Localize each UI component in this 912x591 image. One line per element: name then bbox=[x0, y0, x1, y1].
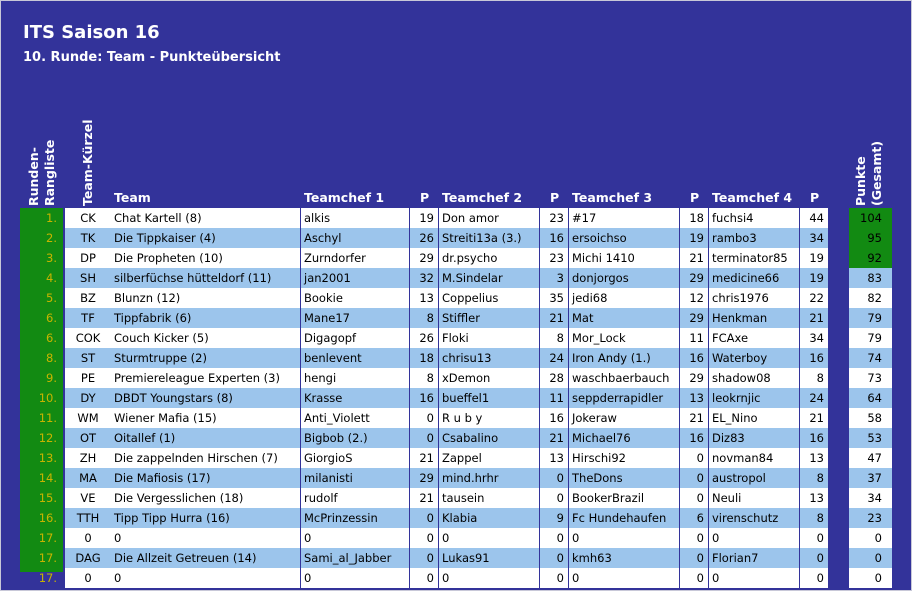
header-points-2: P bbox=[550, 190, 560, 205]
teamchef-4-cell: Diz83 bbox=[709, 428, 799, 448]
teamchef-1-cell: rudolf bbox=[301, 488, 409, 508]
teamchef-2-cell: 0 bbox=[439, 528, 539, 548]
sheet-subtitle: 10. Runde: Team - Punkteübersicht bbox=[23, 50, 281, 65]
total-points-cell: 0 bbox=[849, 548, 892, 568]
total-points-cell: 0 bbox=[849, 528, 892, 548]
points-4-cell: 21 bbox=[800, 408, 828, 428]
header-teamchef-1: Teamchef 1 bbox=[304, 190, 385, 205]
teamchef-3-cell: Mat bbox=[569, 308, 679, 328]
team-code-cell: 0 bbox=[65, 568, 111, 588]
points-4-cell: 0 bbox=[800, 528, 828, 548]
teamchef-4-cell: rambo3 bbox=[709, 228, 799, 248]
teamchef-4-cell: shadow08 bbox=[709, 368, 799, 388]
points-1-cell: 0 bbox=[410, 568, 438, 588]
teamchef-3-cell: TheDons bbox=[569, 468, 679, 488]
teamchef-3-cell: #17 bbox=[569, 208, 679, 228]
team-code-cell: TK bbox=[65, 228, 111, 248]
points-3-cell: 12 bbox=[680, 288, 708, 308]
header-points-3: P bbox=[690, 190, 700, 205]
teamchef-3-cell: Jokeraw bbox=[569, 408, 679, 428]
points-2-cell: 23 bbox=[540, 208, 568, 228]
points-1-cell: 26 bbox=[410, 328, 438, 348]
teamchef-1-cell: alkis bbox=[301, 208, 409, 228]
teamchef-3-cell: Hirschi92 bbox=[569, 448, 679, 468]
points-2-cell: 0 bbox=[540, 468, 568, 488]
team-code-cell: 0 bbox=[65, 528, 111, 548]
team-name-cell: Blunzn (12) bbox=[111, 288, 300, 308]
points-2-cell: 21 bbox=[540, 428, 568, 448]
teamchef-4-cell: medicine66 bbox=[709, 268, 799, 288]
team-name-cell: Die zappelnden Hirschen (7) bbox=[111, 448, 300, 468]
teamchef-1-cell: Mane17 bbox=[301, 308, 409, 328]
teamchef-3-cell: jedi68 bbox=[569, 288, 679, 308]
teamchef-1-cell: Aschyl bbox=[301, 228, 409, 248]
header-teamchef-4: Teamchef 4 bbox=[712, 190, 793, 205]
points-4-cell: 8 bbox=[800, 368, 828, 388]
rank-cell: 10. bbox=[38, 391, 57, 405]
teamchef-1-cell: milanisti bbox=[301, 468, 409, 488]
team-name-cell: Tipp Tipp Hurra (16) bbox=[111, 508, 300, 528]
points-1-cell: 16 bbox=[410, 388, 438, 408]
header-team: Team bbox=[114, 190, 151, 205]
teamchef-4-cell: novman84 bbox=[709, 448, 799, 468]
points-3-cell: 0 bbox=[680, 468, 708, 488]
team-name-cell: Die Vergesslichen (18) bbox=[111, 488, 300, 508]
total-points-cell: 83 bbox=[849, 268, 892, 288]
teamchef-1-cell: 0 bbox=[301, 528, 409, 548]
teamchef-3-cell: waschbaerbauch bbox=[569, 368, 679, 388]
points-4-cell: 13 bbox=[800, 448, 828, 468]
points-1-cell: 29 bbox=[410, 248, 438, 268]
teamchef-2-cell: R u b y bbox=[439, 408, 539, 428]
rank-cell: 5. bbox=[46, 291, 57, 305]
total-points-cell: 74 bbox=[849, 348, 892, 368]
team-code-cell: ST bbox=[65, 348, 111, 368]
points-1-cell: 21 bbox=[410, 448, 438, 468]
teamchef-4-cell: Waterboy bbox=[709, 348, 799, 368]
team-name-cell: Sturmtruppe (2) bbox=[111, 348, 300, 368]
team-code-cell: MA bbox=[65, 468, 111, 488]
points-4-cell: 8 bbox=[800, 508, 828, 528]
teamchef-4-cell: terminator85 bbox=[709, 248, 799, 268]
teamchef-2-cell: tausein bbox=[439, 488, 539, 508]
points-2-cell: 23 bbox=[540, 248, 568, 268]
points-4-cell: 22 bbox=[800, 288, 828, 308]
team-name-cell: Premiereleague Experten (3) bbox=[111, 368, 300, 388]
teamchef-3-cell: Michael76 bbox=[569, 428, 679, 448]
points-3-cell: 29 bbox=[680, 268, 708, 288]
team-code-cell: OT bbox=[65, 428, 111, 448]
teamchef-4-cell: 0 bbox=[709, 568, 799, 588]
team-code-cell: PE bbox=[65, 368, 111, 388]
total-points-cell: 58 bbox=[849, 408, 892, 428]
team-name-cell: Couch Kicker (5) bbox=[111, 328, 300, 348]
points-4-cell: 19 bbox=[800, 248, 828, 268]
rank-cell: 8. bbox=[46, 351, 57, 365]
teamchef-4-cell: leokrnjic bbox=[709, 388, 799, 408]
rank-cell: 14. bbox=[38, 471, 57, 485]
teamchef-1-cell: Sami_al_Jabber bbox=[301, 548, 409, 568]
total-points-cell: 79 bbox=[849, 308, 892, 328]
points-3-cell: 16 bbox=[680, 428, 708, 448]
teamchef-4-cell: 0 bbox=[709, 528, 799, 548]
points-1-cell: 13 bbox=[410, 288, 438, 308]
points-1-cell: 0 bbox=[410, 548, 438, 568]
teamchef-4-cell: EL_Nino bbox=[709, 408, 799, 428]
points-2-cell: 35 bbox=[540, 288, 568, 308]
points-4-cell: 19 bbox=[800, 268, 828, 288]
team-code-cell: WM bbox=[65, 408, 111, 428]
points-4-cell: 0 bbox=[800, 548, 828, 568]
team-code-cell: DY bbox=[65, 388, 111, 408]
teamchef-1-cell: Digagopf bbox=[301, 328, 409, 348]
points-4-cell: 13 bbox=[800, 488, 828, 508]
team-code-cell: CK bbox=[65, 208, 111, 228]
total-points-cell: 79 bbox=[849, 328, 892, 348]
points-3-cell: 11 bbox=[680, 328, 708, 348]
teamchef-3-cell: Mor_Lock bbox=[569, 328, 679, 348]
points-1-cell: 26 bbox=[410, 228, 438, 248]
teamchef-1-cell: GiorgioS bbox=[301, 448, 409, 468]
points-2-cell: 11 bbox=[540, 388, 568, 408]
points-3-cell: 29 bbox=[680, 308, 708, 328]
rank-cell: 13. bbox=[38, 451, 57, 465]
header-kuerzel: Team-Kürzel bbox=[80, 119, 95, 206]
header-teamchef-3: Teamchef 3 bbox=[572, 190, 653, 205]
rank-cell: 6. bbox=[46, 311, 57, 325]
header-points-4: P bbox=[810, 190, 820, 205]
teamchef-1-cell: McPrinzessin bbox=[301, 508, 409, 528]
team-code-cell: DAG bbox=[65, 548, 111, 568]
points-3-cell: 0 bbox=[680, 528, 708, 548]
teamchef-1-cell: Zurndorfer bbox=[301, 248, 409, 268]
points-2-cell: 24 bbox=[540, 348, 568, 368]
team-name-cell: Wiener Mafia (15) bbox=[111, 408, 300, 428]
teamchef-4-cell: FCAxe bbox=[709, 328, 799, 348]
teamchef-4-cell: Henkman bbox=[709, 308, 799, 328]
team-name-cell: Die Propheten (10) bbox=[111, 248, 300, 268]
points-3-cell: 29 bbox=[680, 368, 708, 388]
points-4-cell: 34 bbox=[800, 328, 828, 348]
teamchef-3-cell: ersoichso bbox=[569, 228, 679, 248]
teamchef-2-cell: Klabia bbox=[439, 508, 539, 528]
teamchef-3-cell: Iron Andy (1.) bbox=[569, 348, 679, 368]
total-points-cell: 73 bbox=[849, 368, 892, 388]
rank-cell: 12. bbox=[38, 431, 57, 445]
rank-cell: 17. bbox=[38, 571, 57, 585]
team-name-cell: DBDT Youngstars (8) bbox=[111, 388, 300, 408]
points-2-cell: 0 bbox=[540, 488, 568, 508]
teamchef-2-cell: dr.psycho bbox=[439, 248, 539, 268]
points-4-cell: 0 bbox=[800, 568, 828, 588]
rank-cell: 9. bbox=[46, 371, 57, 385]
points-4-cell: 16 bbox=[800, 428, 828, 448]
team-name-cell: Die Mafiosis (17) bbox=[111, 468, 300, 488]
points-3-cell: 16 bbox=[680, 348, 708, 368]
total-points-cell: 34 bbox=[849, 488, 892, 508]
teamchef-2-cell: 0 bbox=[439, 568, 539, 588]
teamchef-1-cell: Anti_Violett bbox=[301, 408, 409, 428]
points-1-cell: 29 bbox=[410, 468, 438, 488]
teamchef-2-cell: M.Sindelar bbox=[439, 268, 539, 288]
teamchef-2-cell: Zappel bbox=[439, 448, 539, 468]
points-1-cell: 32 bbox=[410, 268, 438, 288]
teamchef-2-cell: Csabalino bbox=[439, 428, 539, 448]
header-total-line2: (Gesamt) bbox=[869, 140, 884, 206]
points-2-cell: 0 bbox=[540, 548, 568, 568]
points-3-cell: 18 bbox=[680, 208, 708, 228]
teamchef-2-cell: Floki bbox=[439, 328, 539, 348]
teamchef-1-cell: benlevent bbox=[301, 348, 409, 368]
teamchef-2-cell: Stiffler bbox=[439, 308, 539, 328]
team-code-cell: SH bbox=[65, 268, 111, 288]
points-2-cell: 8 bbox=[540, 328, 568, 348]
team-code-cell: BZ bbox=[65, 288, 111, 308]
teamchef-4-cell: austropol bbox=[709, 468, 799, 488]
teamchef-1-cell: 0 bbox=[301, 568, 409, 588]
points-3-cell: 13 bbox=[680, 388, 708, 408]
points-3-cell: 6 bbox=[680, 508, 708, 528]
rank-cell: 15. bbox=[38, 491, 57, 505]
team-code-cell: VE bbox=[65, 488, 111, 508]
teamchef-4-cell: fuchsi4 bbox=[709, 208, 799, 228]
rank-cell: 6. bbox=[46, 331, 57, 345]
teamchef-3-cell: kmh63 bbox=[569, 548, 679, 568]
points-4-cell: 8 bbox=[800, 468, 828, 488]
total-points-cell: 92 bbox=[849, 248, 892, 268]
points-1-cell: 8 bbox=[410, 308, 438, 328]
team-name-cell: Tippfabrik (6) bbox=[111, 308, 300, 328]
points-3-cell: 0 bbox=[680, 568, 708, 588]
teamchef-3-cell: donjorgos bbox=[569, 268, 679, 288]
team-name-cell: Die Tippkaiser (4) bbox=[111, 228, 300, 248]
points-4-cell: 34 bbox=[800, 228, 828, 248]
points-1-cell: 18 bbox=[410, 348, 438, 368]
rank-cell: 16. bbox=[38, 511, 57, 525]
points-1-cell: 0 bbox=[410, 528, 438, 548]
team-code-cell: DP bbox=[65, 248, 111, 268]
teamchef-4-cell: virenschutz bbox=[709, 508, 799, 528]
points-2-cell: 13 bbox=[540, 448, 568, 468]
teamchef-2-cell: Coppelius bbox=[439, 288, 539, 308]
header-rank-line2: Rangliste bbox=[42, 139, 57, 206]
points-2-cell: 3 bbox=[540, 268, 568, 288]
teamchef-1-cell: jan2001 bbox=[301, 268, 409, 288]
rank-cell: 4. bbox=[46, 271, 57, 285]
total-points-cell: 104 bbox=[849, 208, 892, 228]
header-points-1: P bbox=[420, 190, 430, 205]
points-2-cell: 0 bbox=[540, 568, 568, 588]
total-points-cell: 23 bbox=[849, 508, 892, 528]
points-4-cell: 21 bbox=[800, 308, 828, 328]
team-name-cell: Die Allzeit Getreuen (14) bbox=[111, 548, 300, 568]
team-code-cell: TF bbox=[65, 308, 111, 328]
teamchef-1-cell: Bookie bbox=[301, 288, 409, 308]
total-points-cell: 64 bbox=[849, 388, 892, 408]
rank-cell: 11. bbox=[38, 411, 57, 425]
teamchef-3-cell: BookerBrazil bbox=[569, 488, 679, 508]
points-3-cell: 0 bbox=[680, 448, 708, 468]
team-code-cell: TTH bbox=[65, 508, 111, 528]
rank-cell: 17. bbox=[38, 551, 57, 565]
points-3-cell: 0 bbox=[680, 488, 708, 508]
teamchef-2-cell: Don amor bbox=[439, 208, 539, 228]
points-1-cell: 0 bbox=[410, 408, 438, 428]
teamchef-4-cell: Florian7 bbox=[709, 548, 799, 568]
teamchef-2-cell: Lukas91 bbox=[439, 548, 539, 568]
total-points-cell: 37 bbox=[849, 468, 892, 488]
points-4-cell: 16 bbox=[800, 348, 828, 368]
points-1-cell: 19 bbox=[410, 208, 438, 228]
teamchef-1-cell: Bigbob (2.) bbox=[301, 428, 409, 448]
rank-cell: 3. bbox=[46, 251, 57, 265]
teamchef-1-cell: hengi bbox=[301, 368, 409, 388]
team-code-cell: ZH bbox=[65, 448, 111, 468]
teamchef-2-cell: xDemon bbox=[439, 368, 539, 388]
team-name-cell: Chat Kartell (8) bbox=[111, 208, 300, 228]
teamchef-2-cell: Streiti13a (3.) bbox=[439, 228, 539, 248]
points-1-cell: 21 bbox=[410, 488, 438, 508]
teamchef-4-cell: Neuli bbox=[709, 488, 799, 508]
teamchef-2-cell: mind.hrhr bbox=[439, 468, 539, 488]
points-1-cell: 8 bbox=[410, 368, 438, 388]
points-3-cell: 21 bbox=[680, 408, 708, 428]
team-name-cell: 0 bbox=[111, 528, 300, 548]
teamchef-3-cell: seppderrapidler bbox=[569, 388, 679, 408]
team-name-cell: Oitallef (1) bbox=[111, 428, 300, 448]
points-3-cell: 19 bbox=[680, 228, 708, 248]
points-4-cell: 24 bbox=[800, 388, 828, 408]
total-points-cell: 95 bbox=[849, 228, 892, 248]
teamchef-3-cell: 0 bbox=[569, 568, 679, 588]
points-2-cell: 21 bbox=[540, 308, 568, 328]
rank-cell: 17. bbox=[38, 531, 57, 545]
team-code-cell: COK bbox=[65, 328, 111, 348]
team-name-cell: silberfüchse hütteldorf (11) bbox=[111, 268, 300, 288]
points-2-cell: 9 bbox=[540, 508, 568, 528]
team-name-cell: 0 bbox=[111, 568, 300, 588]
points-2-cell: 0 bbox=[540, 528, 568, 548]
points-2-cell: 28 bbox=[540, 368, 568, 388]
sheet-title: ITS Saison 16 bbox=[23, 22, 160, 43]
total-points-cell: 0 bbox=[849, 568, 892, 588]
teamchef-2-cell: bueffel1 bbox=[439, 388, 539, 408]
points-2-cell: 16 bbox=[540, 228, 568, 248]
rank-cell: 2. bbox=[46, 231, 57, 245]
teamchef-3-cell: 0 bbox=[569, 528, 679, 548]
total-points-cell: 53 bbox=[849, 428, 892, 448]
points-4-cell: 44 bbox=[800, 208, 828, 228]
header-total-line1: Punkte bbox=[853, 156, 868, 206]
teamchef-3-cell: Fc Hundehaufen bbox=[569, 508, 679, 528]
total-points-cell: 47 bbox=[849, 448, 892, 468]
points-3-cell: 21 bbox=[680, 248, 708, 268]
teamchef-1-cell: Krasse bbox=[301, 388, 409, 408]
header-teamchef-2: Teamchef 2 bbox=[442, 190, 523, 205]
total-points-cell: 82 bbox=[849, 288, 892, 308]
points-1-cell: 0 bbox=[410, 508, 438, 528]
points-1-cell: 0 bbox=[410, 428, 438, 448]
points-2-cell: 16 bbox=[540, 408, 568, 428]
teamchef-4-cell: chris1976 bbox=[709, 288, 799, 308]
teamchef-2-cell: chrisu13 bbox=[439, 348, 539, 368]
teamchef-3-cell: Michi 1410 bbox=[569, 248, 679, 268]
points-3-cell: 0 bbox=[680, 548, 708, 568]
header-rank-line1: Runden- bbox=[26, 147, 41, 206]
rank-cell: 1. bbox=[46, 211, 57, 225]
